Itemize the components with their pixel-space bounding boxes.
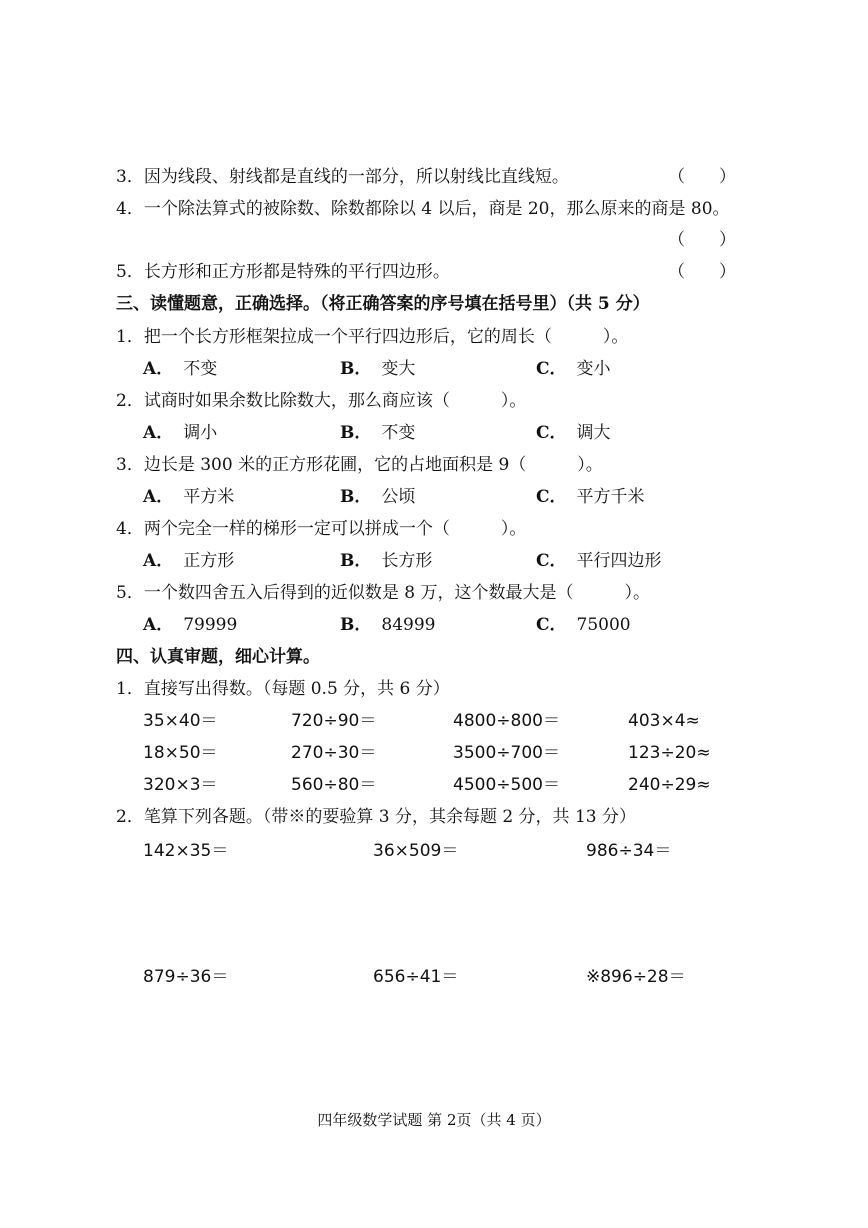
option-c[interactable]: C． 调大 [536, 423, 611, 443]
option-b[interactable]: B． 变大 [340, 359, 416, 379]
option-c[interactable]: C． 平方千米 [536, 487, 645, 507]
answer-paren[interactable]: （ ） [668, 230, 736, 250]
mental-calc-item: 3500÷700＝ [453, 743, 560, 763]
option-a[interactable]: A． 平方米 [143, 487, 235, 507]
option-c[interactable]: C． 平行四边形 [536, 551, 662, 571]
written-calc-item: 142×35＝ [143, 841, 229, 861]
option-b[interactable]: B． 公顷 [340, 487, 416, 507]
option-b[interactable]: B． 不变 [340, 423, 416, 443]
choice-question-1: 1．把一个长方形框架拉成一个平行四边形后，它的周长（ ）。 [116, 327, 629, 347]
written-calc-item: ※896÷28＝ [586, 967, 686, 987]
option-a[interactable]: A． 调小 [143, 423, 218, 443]
option-c[interactable]: C． 变小 [536, 359, 611, 379]
written-calc-item: 986÷34＝ [586, 841, 672, 861]
judgment-item-4: 4．一个除法算式的被除数、除数都除以 4 以后，商是 20，那么原来的商是 80。 [116, 199, 730, 219]
answer-paren[interactable]: （ ） [668, 262, 736, 282]
choice-question-2: 2．试商时如果余数比除数大，那么商应该（ ）。 [116, 391, 527, 411]
written-calc-item: 879÷36＝ [143, 967, 229, 987]
calc-question-2: 2．笔算下列各题。（带※的要验算 3 分，其余每题 2 分，共 13 分） [116, 807, 637, 827]
page-footer: 四年级数学试题 第 2页（共 4 页） [317, 1111, 551, 1129]
option-b[interactable]: B． 长方形 [340, 551, 433, 571]
mental-calc-item: 403×4≈ [628, 711, 700, 731]
written-calc-item: 656÷41＝ [373, 967, 459, 987]
mental-calc-item: 123÷20≈ [628, 743, 711, 763]
mental-calc-item: 4500÷500＝ [453, 775, 560, 795]
mental-calc-item: 320×3＝ [143, 775, 218, 795]
judgment-item-5: 5．长方形和正方形都是特殊的平行四边形。 [116, 262, 450, 282]
option-a[interactable]: A． 正方形 [143, 551, 235, 571]
option-a[interactable]: A． 79999 [143, 615, 238, 635]
mental-calc-item: 720÷90＝ [291, 711, 377, 731]
section-heading: 四、认真审题，细心计算。 [116, 647, 320, 667]
option-c[interactable]: C． 75000 [536, 615, 631, 635]
written-calc-item: 36×509＝ [373, 841, 459, 861]
mental-calc-item: 240÷29≈ [628, 775, 711, 795]
choice-question-3: 3．边长是 300 米的正方形花圃，它的占地面积是 9（ ）。 [116, 455, 603, 475]
mental-calc-item: 560÷80＝ [291, 775, 377, 795]
option-b[interactable]: B． 84999 [340, 615, 436, 635]
option-a[interactable]: A． 不变 [143, 359, 218, 379]
mental-calc-item: 18×50＝ [143, 743, 218, 763]
answer-paren[interactable]: （ ） [668, 167, 736, 187]
mental-calc-item: 270÷30＝ [291, 743, 377, 763]
choice-question-5: 5．一个数四舍五入后得到的近似数是 8 万，这个数最大是（ ）。 [116, 583, 650, 603]
mental-calc-item: 4800÷800＝ [453, 711, 560, 731]
section-heading: 三、读懂题意，正确选择。（将正确答案的序号填在括号里）（共 5 分） [116, 294, 650, 314]
calc-question-1: 1．直接写出得数。（每题 0.5 分，共 6 分） [116, 679, 450, 699]
mental-calc-item: 35×40＝ [143, 711, 218, 731]
judgment-item-3: 3．因为线段、射线都是直线的一部分，所以射线比直线短。 [116, 167, 569, 187]
choice-question-4: 4．两个完全一样的梯形一定可以拼成一个（ ）。 [116, 519, 527, 539]
